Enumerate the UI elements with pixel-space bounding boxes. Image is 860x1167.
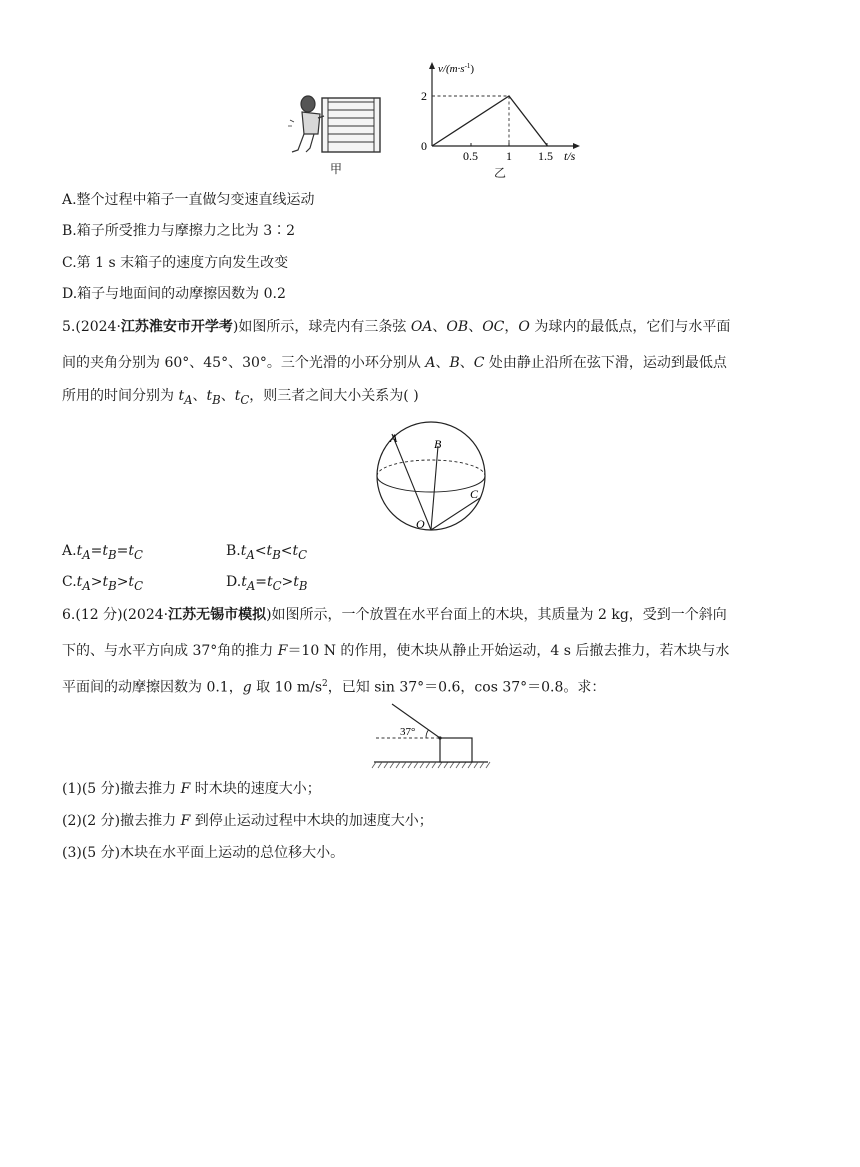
point-c-label: C [470, 487, 479, 501]
x-axis-label: t/s [564, 149, 576, 163]
q6-stem-line2: 下的、与水平方向成 37°角的推力 F＝10 N 的作用，使木块从静止开始运动，4 s 后撤去推力，若木块与水 [62, 643, 730, 659]
y-axis-label: $v/(m\cdot s^{-1})$ [438, 62, 475, 75]
q4-option-c: C.第 1 s 末箱子的速度方向发生改变 [62, 255, 289, 271]
caption-jia: 甲 [330, 162, 343, 176]
y-tick-label: 2 [421, 89, 427, 103]
q4-option-a: A.整个过程中箱子一直做匀变速直线运动 [62, 192, 315, 208]
chord-oa [392, 434, 431, 530]
q5-option-d: $D.t_A=t_C>t_B$ [226, 574, 308, 593]
equator-front [377, 476, 485, 492]
vt-series-line [432, 96, 548, 146]
q4-option-d: D.箱子与地面间的动摩擦因数为 0.2 [62, 286, 286, 302]
angle-arc [426, 730, 429, 738]
q6-stem-line3: 平面间的动摩擦因数为 0.1，g 取 10 $m/s^2$，已知 sin 37°＝0.6，cos 37°＝0.8。求： [62, 679, 606, 696]
wood-block [440, 738, 472, 762]
ground-hatch [372, 762, 490, 768]
q6-stem-line1: 6.(12 分)(2024·江苏无锡市模拟)如图所示，一个放置在水平台面上的木块，其质量为 2 kg，受到一个斜向 [62, 607, 727, 623]
q6-part1: (1)(5 分)撤去推力 F 时木块的速度大小； [62, 781, 321, 797]
q4-option-b: B.箱子所受推力与摩擦力之比为 3∶2 [62, 223, 296, 239]
crate [322, 98, 380, 152]
figure-block-on-table [370, 700, 492, 772]
y-axis-arrow [429, 62, 435, 69]
q5-stem-line3: 所用的时间分别为 $t_A$、$t_B$、$t_C$，则三者之间大小关系为( ) [62, 388, 419, 407]
point-a-label: A [390, 431, 398, 445]
q5-stem-line1: 5.(2024·江苏淮安市开学考)如图所示，球壳内有三条弦 OA、OB、OC，O 为球内的最低点，它们与水平面 [62, 319, 731, 335]
q5-options-row1 [62, 541, 308, 565]
q5-options-row2 [62, 572, 308, 596]
figure-jia-box-push [280, 92, 385, 162]
q6-part2: (2)(2 分)撤去推力 F 到停止运动过程中木块的加速度大小； [62, 813, 433, 829]
x-tick-label: 1.5 [538, 149, 553, 163]
q6-part3: (3)(5 分)木块在水平面上运动的总位移大小。 [62, 845, 345, 861]
caption-yi: 乙 [494, 166, 507, 180]
chord-oc [431, 498, 480, 530]
q5-option-a: $A.t_A=t_B=t_C$ [62, 543, 143, 562]
vt-graph [418, 58, 588, 180]
q5-source: 江苏淮安市开学考 [120, 319, 233, 335]
angle-label: 37° [400, 726, 416, 738]
chord-ob [431, 446, 438, 530]
person-icon [288, 96, 324, 152]
origin-label: 0 [421, 139, 427, 153]
q5-option-b: $B.t_A<t_B<t_C$ [226, 543, 308, 562]
q6-source: 江苏无锡市模拟 [168, 607, 267, 623]
q5-stem-line2: 间的夹角分别为 60°、45°、30°。三个光滑的小环分别从 A、B、C 处由静止沿所在弦下滑，运动到最低点 [62, 355, 727, 371]
point-o-label: O [416, 517, 425, 531]
x-tick-label: 1 [506, 149, 512, 163]
figure-sphere-chords [368, 420, 496, 534]
x-tick-label: 0.5 [463, 149, 478, 163]
q5-option-c: $C.t_A>t_B>t_C$ [62, 574, 143, 593]
point-b-label: B [434, 437, 442, 451]
equator-back [377, 460, 485, 476]
